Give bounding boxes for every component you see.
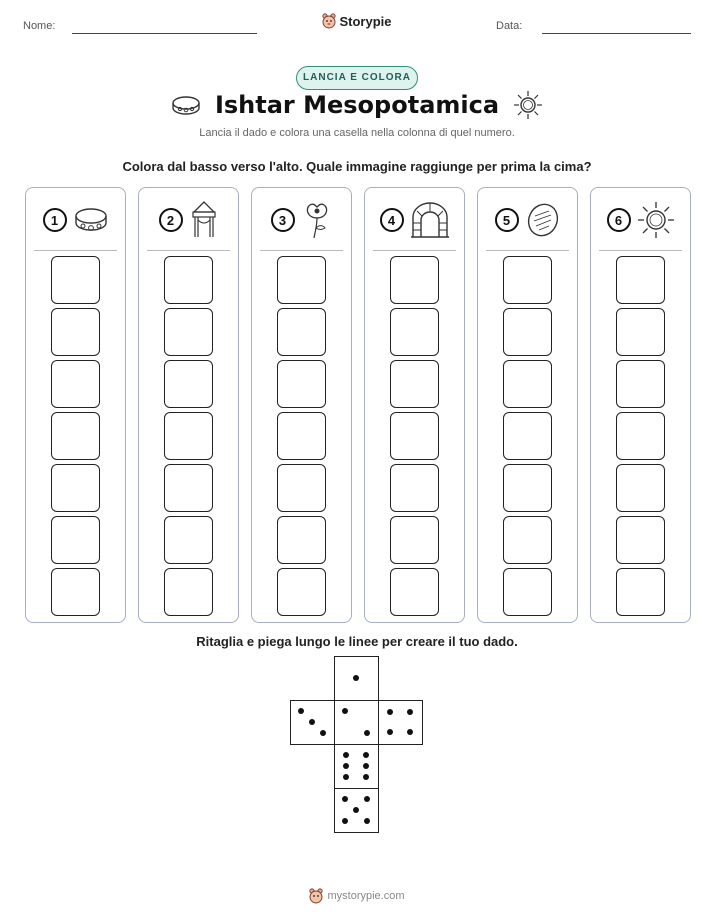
die-face-2	[334, 700, 379, 745]
brand-name: Storypie	[339, 13, 392, 29]
activity-badge: LANCIA E COLORA	[296, 66, 418, 90]
column-2	[138, 187, 239, 623]
race-columns	[25, 187, 691, 623]
stone-tablet-icon	[525, 202, 561, 238]
color-cell[interactable]	[277, 412, 326, 460]
column-number: 2	[159, 208, 183, 232]
color-cell[interactable]	[616, 412, 665, 460]
column-number: 5	[495, 208, 519, 232]
poppy-flower-icon	[301, 200, 333, 240]
color-cell[interactable]	[503, 516, 552, 564]
color-cell[interactable]	[51, 516, 100, 564]
die-face-6	[334, 744, 379, 789]
brand-logo	[0, 13, 714, 32]
color-cell[interactable]	[616, 256, 665, 304]
title-row	[0, 90, 714, 120]
column-number: 4	[380, 208, 404, 232]
bracelet-icon	[73, 205, 109, 235]
page-title: Ishtar Mesopotamica	[214, 91, 500, 119]
sun-icon	[637, 201, 675, 239]
color-cell[interactable]	[277, 256, 326, 304]
color-cell[interactable]	[390, 464, 439, 512]
color-cell[interactable]	[51, 412, 100, 460]
column-6	[590, 187, 691, 623]
column-4	[364, 187, 465, 623]
color-cell[interactable]	[390, 360, 439, 408]
cut-instruction: Ritaglia e piega lungo le linee per creare il tuo dado.	[196, 634, 518, 649]
color-cell[interactable]	[616, 568, 665, 616]
color-cell[interactable]	[277, 360, 326, 408]
color-cell[interactable]	[503, 568, 552, 616]
color-cell[interactable]	[277, 516, 326, 564]
column-5	[477, 187, 578, 623]
date-line	[542, 33, 691, 34]
column-number: 1	[43, 208, 67, 232]
column-1	[25, 187, 126, 623]
color-cell[interactable]	[503, 308, 552, 356]
color-cell[interactable]	[390, 308, 439, 356]
color-cell[interactable]	[51, 568, 100, 616]
color-cell[interactable]	[616, 464, 665, 512]
name-line	[72, 33, 257, 34]
color-cell[interactable]	[390, 412, 439, 460]
color-cell[interactable]	[503, 360, 552, 408]
color-cell[interactable]	[164, 412, 213, 460]
color-cell[interactable]	[390, 256, 439, 304]
stone-arch-icon	[410, 201, 450, 239]
color-cell[interactable]	[390, 516, 439, 564]
color-cell[interactable]	[51, 256, 100, 304]
color-cell[interactable]	[51, 360, 100, 408]
color-cell[interactable]	[277, 464, 326, 512]
color-cell[interactable]	[616, 360, 665, 408]
color-cell[interactable]	[503, 412, 552, 460]
color-cell[interactable]	[503, 464, 552, 512]
die-face-4	[378, 700, 423, 745]
color-cell[interactable]	[277, 308, 326, 356]
color-cell[interactable]	[164, 464, 213, 512]
date-label: Data:	[496, 20, 523, 32]
sun-icon	[513, 90, 543, 120]
column-number: 6	[607, 208, 631, 232]
storypie-mascot-icon	[309, 888, 323, 904]
die-face-5	[334, 788, 379, 833]
die-face-1	[334, 656, 379, 701]
storypie-mascot-icon	[322, 13, 336, 29]
color-cell[interactable]	[164, 360, 213, 408]
name-label: Nome:	[23, 20, 56, 32]
color-cell[interactable]	[164, 256, 213, 304]
color-cell[interactable]	[616, 308, 665, 356]
color-cell[interactable]	[164, 308, 213, 356]
color-cell[interactable]	[51, 464, 100, 512]
color-cell[interactable]	[503, 256, 552, 304]
instruction: Colora dal basso verso l'alto. Quale immagine raggiunge per prima la cima?	[122, 159, 592, 174]
die-face-3	[290, 700, 335, 745]
column-number: 3	[271, 208, 295, 232]
subtitle: Lancia il dado e colora una casella nella colonna di quel numero.	[199, 127, 515, 139]
color-cell[interactable]	[164, 568, 213, 616]
color-cell[interactable]	[164, 516, 213, 564]
color-cell[interactable]	[390, 568, 439, 616]
column-3	[251, 187, 352, 623]
color-cell[interactable]	[51, 308, 100, 356]
canopy-icon	[189, 200, 219, 240]
bracelet-icon	[171, 94, 201, 116]
footer-url: mystorypie.com	[327, 890, 405, 902]
color-cell[interactable]	[616, 516, 665, 564]
footer	[0, 888, 714, 907]
color-cell[interactable]	[277, 568, 326, 616]
